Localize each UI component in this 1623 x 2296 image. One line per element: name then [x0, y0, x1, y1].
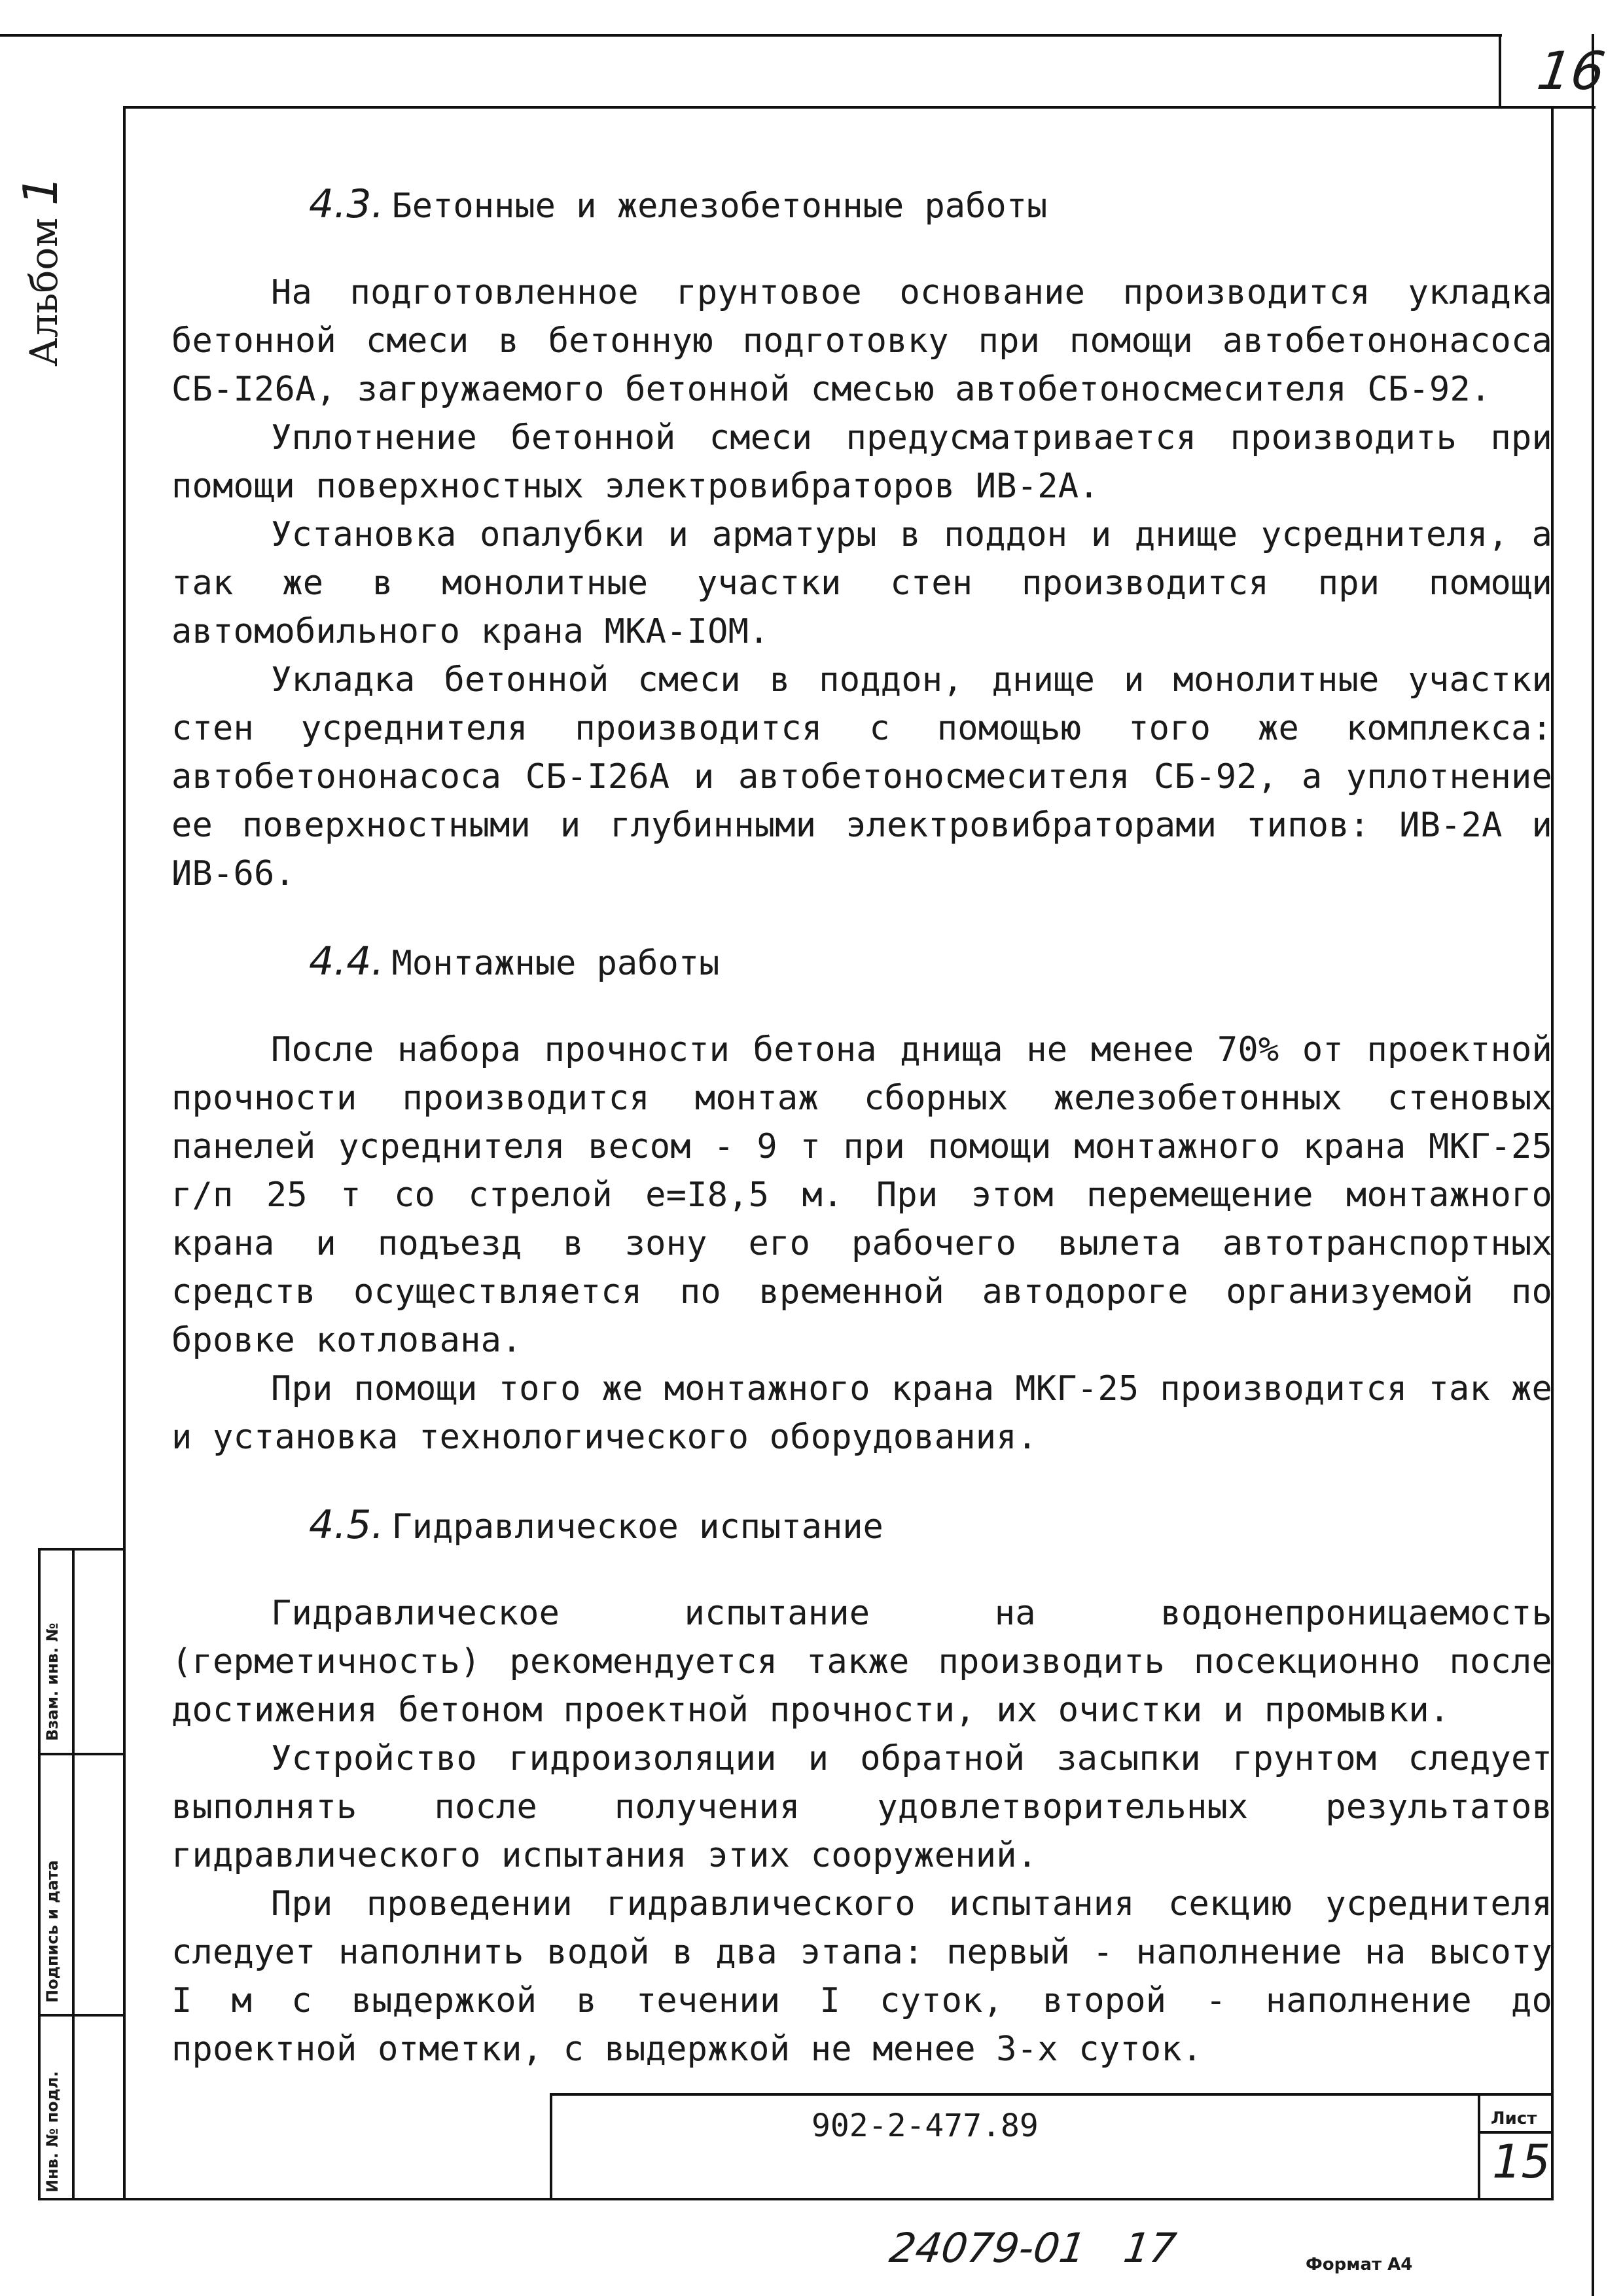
stamp-original-inventory: Инв. № подл.: [43, 2071, 62, 2193]
section-title: Монтажные работы: [391, 944, 720, 983]
stamp-signature-date: Подпись и дата: [43, 1860, 62, 2003]
corner-box-left: [1499, 34, 1501, 107]
frame-left-line: [123, 106, 126, 2200]
section-heading: [309, 937, 1552, 988]
stamp-replace-inventory: Взам. инв. №: [43, 1623, 62, 1741]
frame-outer-right: [1592, 34, 1594, 2296]
album-number: 1: [13, 175, 68, 206]
section-number: 4.3.: [309, 181, 384, 227]
document-code: 902-2-477.89: [812, 2108, 1039, 2144]
album-label: [13, 170, 72, 367]
paragraph: После набора прочности бетона днища не менее 70% от проектной прочности производится монтаж сборных железобетонных стеновых панелей усреднителя весом - 9 т при помощи монтажного крана МКГ-25 г/п 25 т со стрелой е=I8,5 м. При этом перемещение монтажного крана и подъезд в зону его рабочего вылета автотранспортных средств осуществляется по временной автодороге организуемой по бровке котлована.: [171, 1030, 1552, 1360]
sheet-number: 15: [1492, 2135, 1551, 2189]
stamp-top: [38, 1548, 126, 1551]
paragraph: При помощи того же монтажного крана МКГ-25 производится так же и установка технологического оборудования.: [171, 1369, 1552, 1457]
paragraph: При проведении гидравлического испытания секцию усреднителя следует наполнить водой в два этапа: первый - наполнение на высоту I м с выдержкой в течении I суток, второй - наполнение до проектной отметки, с выдержкой не менее 3-х суток.: [171, 1884, 1552, 2069]
titleblock-sheet-left: [1478, 2093, 1480, 2200]
stamp-row-1: [38, 1753, 126, 1755]
section-number: 4.4.: [309, 939, 384, 984]
document-body: [171, 144, 1552, 2073]
titleblock-left: [550, 2093, 552, 2200]
frame-bottom-line: [38, 2198, 1554, 2200]
frame-top-line: [0, 34, 1502, 37]
titleblock-sheet-divider: [1478, 2131, 1554, 2134]
section-title: Гидравлическое испытание: [391, 1507, 883, 1547]
sheet-label: Лист: [1491, 2109, 1537, 2128]
paragraph: На подготовленное грунтовое основание производится укладка бетонной смеси в бетонную подготовку при помощи автобетононасоса СБ-I26А, загружаемого бетонной смесью автобетоносмесителя СБ-92.: [171, 273, 1552, 409]
section-heading: [309, 1501, 1552, 1551]
page-number: 16: [1533, 41, 1609, 101]
paragraph: Уплотнение бетонной смеси предусматривается производить при помощи поверхностных электровибраторов ИВ-2А.: [171, 418, 1552, 506]
stamp-column-divider: [72, 1548, 75, 2200]
stamp-row-2: [38, 2014, 126, 2017]
titleblock-top: [550, 2093, 1554, 2096]
inventory-code: 24079-01 17: [886, 2224, 1179, 2272]
album-label-text: Альбом: [22, 217, 66, 367]
paragraph: Установка опалубки и арматуры в поддон и днище усреднителя, а так же в монолитные участки стен производится при помощи автомобильного крана МКА-IOM.: [171, 515, 1552, 651]
stamp-column-left: [38, 1548, 41, 2200]
paragraph: Устройство гидроизоляции и обратной засыпки грунтом следует выполнять после получения удовлетворительных результатов гидравлического испытания этих сооружений.: [171, 1739, 1552, 1875]
section-number: 4.5.: [309, 1502, 384, 1548]
format-label: Формат А4: [1306, 2255, 1413, 2274]
section-title: Бетонные и железобетонные работы: [391, 187, 1048, 226]
frame-inner-top: [123, 106, 1596, 109]
section-heading: [309, 180, 1552, 230]
paragraph: Гидравлическое испытание на водонепроницаемость (герметичность) рекомендуется также производить посекционно после достижения бетоном проектной прочности, их очистки и промывки.: [171, 1594, 1552, 1730]
paragraph: Укладка бетонной смеси в поддон, днище и монолитные участки стен усреднителя производится с помощью того же комплекса: автобетононасоса СБ-I26А и автобетоносмесителя СБ-92, а уплотнение ее поверхностными и глубинными электровибраторами типов: ИВ-2А и ИВ-66.: [171, 660, 1552, 893]
